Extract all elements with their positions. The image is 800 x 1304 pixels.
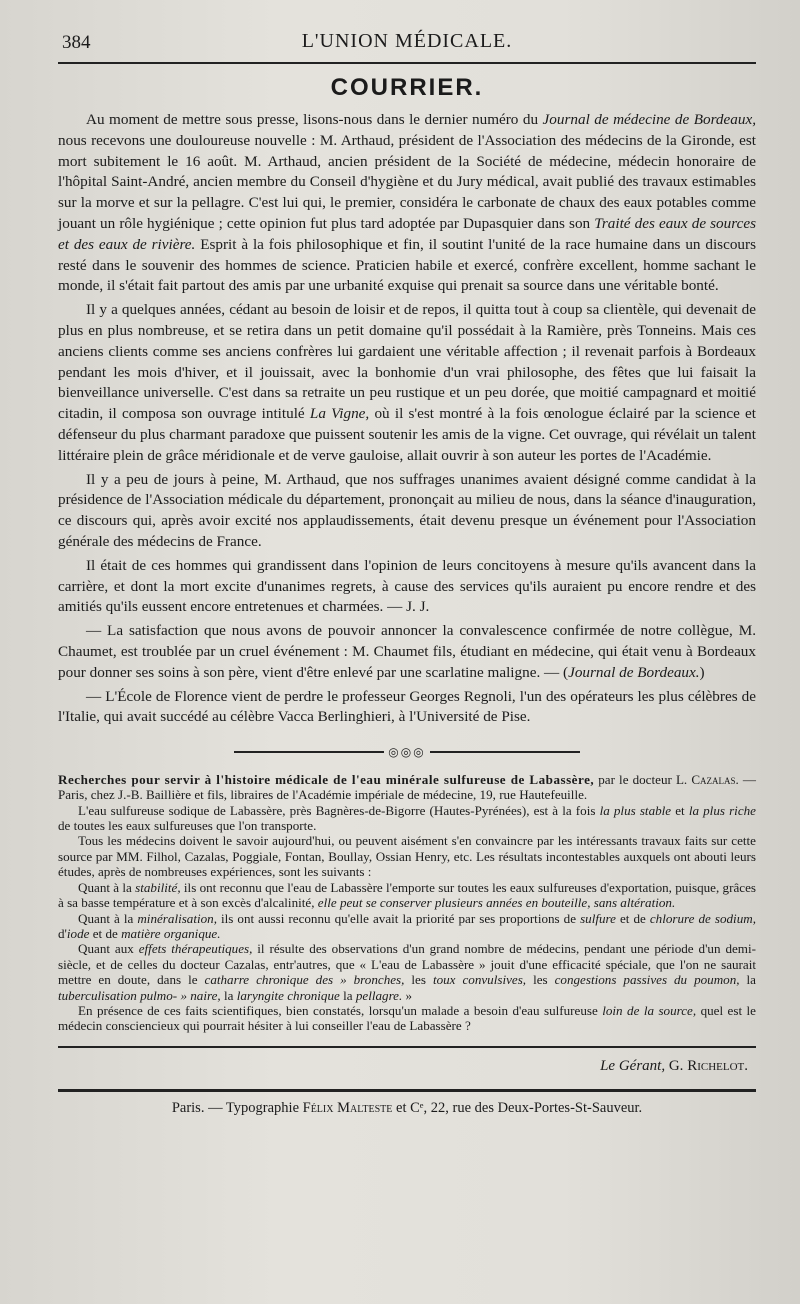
notice-paragraph: L'eau sulfureuse sodique de Labassère, près Bagnères-de-Bigorre (Hautes-Pyrénées), est à la fois la plus stable et la plus riche de toutes les eaux sulfureuses que l'on transporte. <box>58 802 756 834</box>
courrier-section <box>58 110 756 728</box>
section-title: COURRIER. <box>330 74 484 101</box>
notice-paragraph: En présence de ces faits scientifiques, bien constatés, lorsqu'un malade a besoin d'eau sulfureuse loin de la source, quel est le médecin consciencieux qui pourrait hésiter à lui conseiller l'eau de Labassère ? <box>58 1002 756 1034</box>
notice-paragraph: Quant à la minéralisation, ils ont aussi reconnu qu'elle avait la priorité par ses proportions de sulfure et de chlorure de sodium, d'iode et de matière organique. <box>58 910 756 941</box>
ornament-icon: ◎◎◎ <box>388 744 426 759</box>
courrier-paragraph: — La satisfaction que nous avons de pouvoir annoncer la convalescence confirmée de notre collègue, M. Chaumet, est troublée par un cruel événement : M. Chaumet fils, étudiant en médecine, qui était venu à Bordeaux pour donner ses soins à son père, vient d'être enlevé par une scarlatine maligne. — (Journal de Bordeaux.) <box>58 622 756 681</box>
notice-author: Cazalas <box>691 771 736 787</box>
running-head <box>58 26 756 54</box>
courrier-paragraph: Il y a quelques années, cédant au besoin de loisir et de repos, il quitta tout à coup sa clientèle, qui devenait de plus en plus nombreuse, et se retira dans un petit domaine qu'il possédait à la Ramière, près Tonneins. Mais ces anciens clients comme ses anciens confrères lui gardaient une véritable affection ; il revenait parfois à Bordeaux pendant les mois d'hiver, et il jouissait, avec la bonhomie d'un vrai philosophe, des fêtes que lui faisait la bienveillance universelle. C'est dans sa retraite un peu rustique et un peu dorée, que moitié campagnard et moitié citadin, il composa son ouvrage intitulé La Vigne, où il s'est montré à la fois œnologue éclairé par la science et défenseur du plus charmant paradoxe que puissent soutenir les amis de la vigne. Cet ouvrage, qui révélait un talent littéraire plein de grâce méridionale et de verve gauloise, allait ouvrir à son auteur les portes de l'Académie. <box>58 301 757 464</box>
ornamental-divider <box>58 744 756 760</box>
footer-rule <box>58 1046 756 1048</box>
notice-title: Recherches pour servir à l'histoire médicale de l'eau minérale sulfureuse de Labassère, <box>58 771 595 787</box>
journal-title: L'UNION MÉDICALE. <box>301 30 513 52</box>
editor-signature: Le Gérant, G. Richelot. <box>600 1057 748 1074</box>
book-notice <box>58 772 756 1034</box>
divider-line <box>234 751 384 753</box>
imprint-rule <box>58 1089 756 1092</box>
courrier-paragraph: Au moment de mettre sous presse, lisons-nous dans le dernier numéro du Journal de médecine de Bordeaux, nous recevons une douloureuse nouvelle : M. Arthaud, président de l'Association des médecins de la Gironde, est mort subitement le 16 août. M. Arthaud, ancien président de la Société de médecine, médecin honoraire de l'hôpital Saint-André, ancien membre du Conseil d'hygiène et du Jury médical, avait publié des travaux estimables sur la morve et sur la pellagre. C'est lui qui, le premier, considéra le carbonate de chaux des eaux potables comme jouant un rôle hygiénique ; cette opinion fut plus tard adoptée par Dupasquier dans son Traité des eaux de sources et des eaux de rivière. Esprit à la fois philosophique et fin, il soutint l'unité de la race humaine dans un discours resté dans le souvenir des hommes de science. Praticien habile et exercé, confrère excellent, homme sachant le monde, il s'était fait partout des amis par une urbanité exquise qui prenait sa source dans une véritable bonté. <box>58 111 756 295</box>
notice-paragraph: Tous les médecins doivent le savoir aujourd'hui, ou peuvent aisément s'en convaincre par les intéressants travaux faits sur cette source par MM. Filhol, Cazalas, Poggiale, Fontan, Boullay, Ossian Henry, etc. Les résultats incontestables auxquels ont abouti leurs études, après de nombreuses expériences, sont les suivants : <box>58 833 756 880</box>
page-number: 384 <box>62 32 91 53</box>
header-rule <box>58 62 756 64</box>
divider-line <box>430 751 580 753</box>
notice-paragraph: Quant aux effets thérapeutiques, il résulte des observations d'un grand nombre de médecins, pendant une période d'un demi-siècle, et de celles du docteur Cazalas, entr'autres, que « L'eau de Labassère » jouit d'une efficacité spéciale, que l'on ne saurait mettre en doute, dans le catharre chronique des » bronches, les toux convulsives, les congestions passives du poumon, la tuberculisation pulmo- » naire, la laryngite chronique la pellagre. » <box>58 941 756 1003</box>
courrier-paragraph: — L'École de Florence vient de perdre le professeur Georges Regnoli, l'un des opérateurs les plus célèbres de l'Italie, qui avait succédé au célèbre Vacca Berlinghieri, à l'Université de Pise. <box>58 687 756 726</box>
notice-heading: Recherches pour servir à l'histoire médicale de l'eau minérale sulfureuse de Labassère, par le docteur L. Cazalas. — Paris, chez J.-B. Baillière et fils, libraires de l'Académie impériale de médecine, 19, rue Hautefeuille. <box>58 771 757 803</box>
printer-imprint: Paris. — Typographie Félix Malteste et Cᵉ, 22, rue des Deux-Portes-St-Sauveur. <box>171 1099 643 1116</box>
courrier-paragraph: Il y a peu de jours à peine, M. Arthaud, que nos suffrages unanimes avaient désigné comme candidat à la présidence de l'Association médicale du département, prononçait au milieu de nous, dans la séance d'inauguration, ce discours qui, après avoir excité nos applaudissements, était devenu presque un événement pour l'Association générale des médecins de France. <box>58 470 756 550</box>
courrier-paragraph: Il était de ces hommes qui grandissent dans l'opinion de leurs concitoyens à mesure qu'ils avancent dans la carrière, et dont la mort excite d'unanimes regrets, à cause des services qu'ils auraient pu encore rendre et des amitiés qu'ils eussent encore entretenues et charmées. — J. J. <box>58 556 756 616</box>
notice-paragraph: Quant à la stabilité, ils ont reconnu que l'eau de Labassère l'emporte sur toutes les eaux sulfureuses d'exportation, puisque, grâces à sa basse température et à son excès d'alcalinité, elle peut se conserver plusieurs années en bouteille, sans altération. <box>58 879 756 911</box>
